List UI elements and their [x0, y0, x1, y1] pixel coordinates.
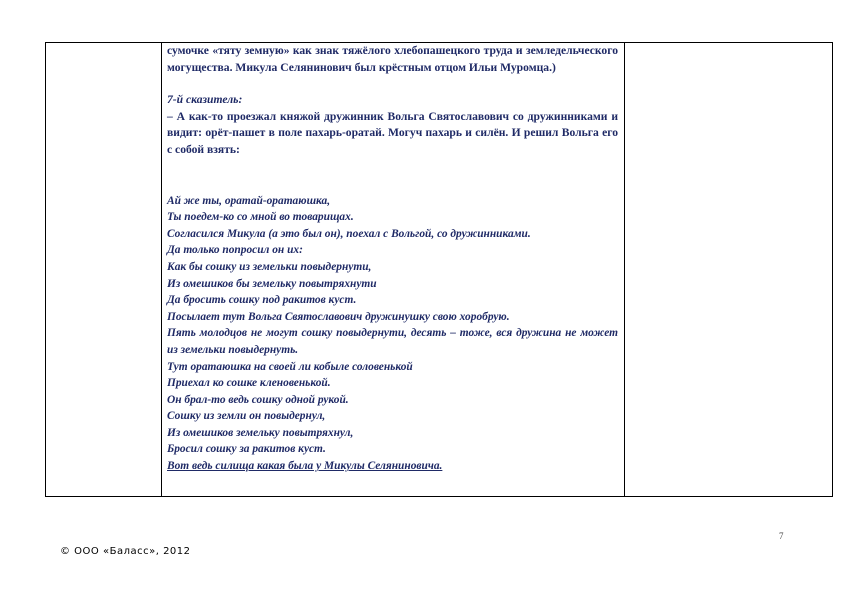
poem-line: Посылает тут Вольга Святославович дружинушку свою хоробрую.: [167, 310, 510, 323]
poem-block: [167, 193, 618, 475]
poem-line: Из омешиков земельку повытряхнул,: [167, 426, 354, 439]
main-text-cell: [162, 43, 625, 497]
page-number: 7: [779, 531, 784, 541]
poem-line: Сошку из земли он повыдернул,: [167, 410, 326, 423]
intro-paragraph: сумочке «тяту земную» как знак тяжёлого хлебопашецкого труда и земледельческого могущества. Микула Селянинович был крёстным отцом Ильи Муромца.): [167, 44, 618, 74]
poem-line: Как бы сошку из земельки повыдернути,: [167, 260, 372, 273]
poem-line: Он брал-то ведь сошку одной рукой.: [167, 393, 349, 406]
left-column-cell: [46, 43, 162, 497]
copyright-footer: © ООО «Баласс», 2012: [60, 546, 191, 557]
poem-line: Ты поедем-ко со мной во товарищах.: [167, 211, 354, 224]
content-table: [45, 42, 833, 497]
poem-line: Приехал ко сошке кленовенькой.: [167, 377, 331, 390]
poem-line: Да только попросил он их:: [167, 244, 303, 257]
poem-line: Да бросить сошку под ракитов куст.: [167, 294, 357, 307]
speaker-label: 7-й сказитель:: [167, 93, 243, 107]
spacer: [167, 159, 618, 193]
poem-line: Пять молодцов не могут сошку повыдернути, десять – тоже, вся дружина не может из земельки повыдернуть.: [167, 327, 618, 356]
right-column-cell: [625, 43, 833, 497]
poem-line: Из омешиков бы земельку повытряхнути: [167, 277, 377, 290]
poem-line: Ай же ты, оратай-оратаюшка,: [167, 194, 331, 207]
poem-line: Бросил сошку за ракитов куст.: [167, 443, 326, 456]
speech-paragraph: – А как-то проезжал княжой дружинник Вольга Святославович со дружинниками и видит: орёт-пашет в поле пахарь-оратай. Могуч пахарь и силён. И решил Вольга его с собой взять:: [167, 109, 618, 156]
poem-line: Согласился Микула (а это был он), поехал с Вольгой, со дружинниками.: [167, 227, 531, 240]
main-text-content: [162, 43, 624, 475]
poem-line: Тут оратаюшка на своей ли кобыле соловенькой: [167, 360, 413, 373]
poem-line: Вот ведь силища какая была у Микулы Селяниновича.: [167, 460, 443, 473]
table-row: [46, 43, 833, 497]
